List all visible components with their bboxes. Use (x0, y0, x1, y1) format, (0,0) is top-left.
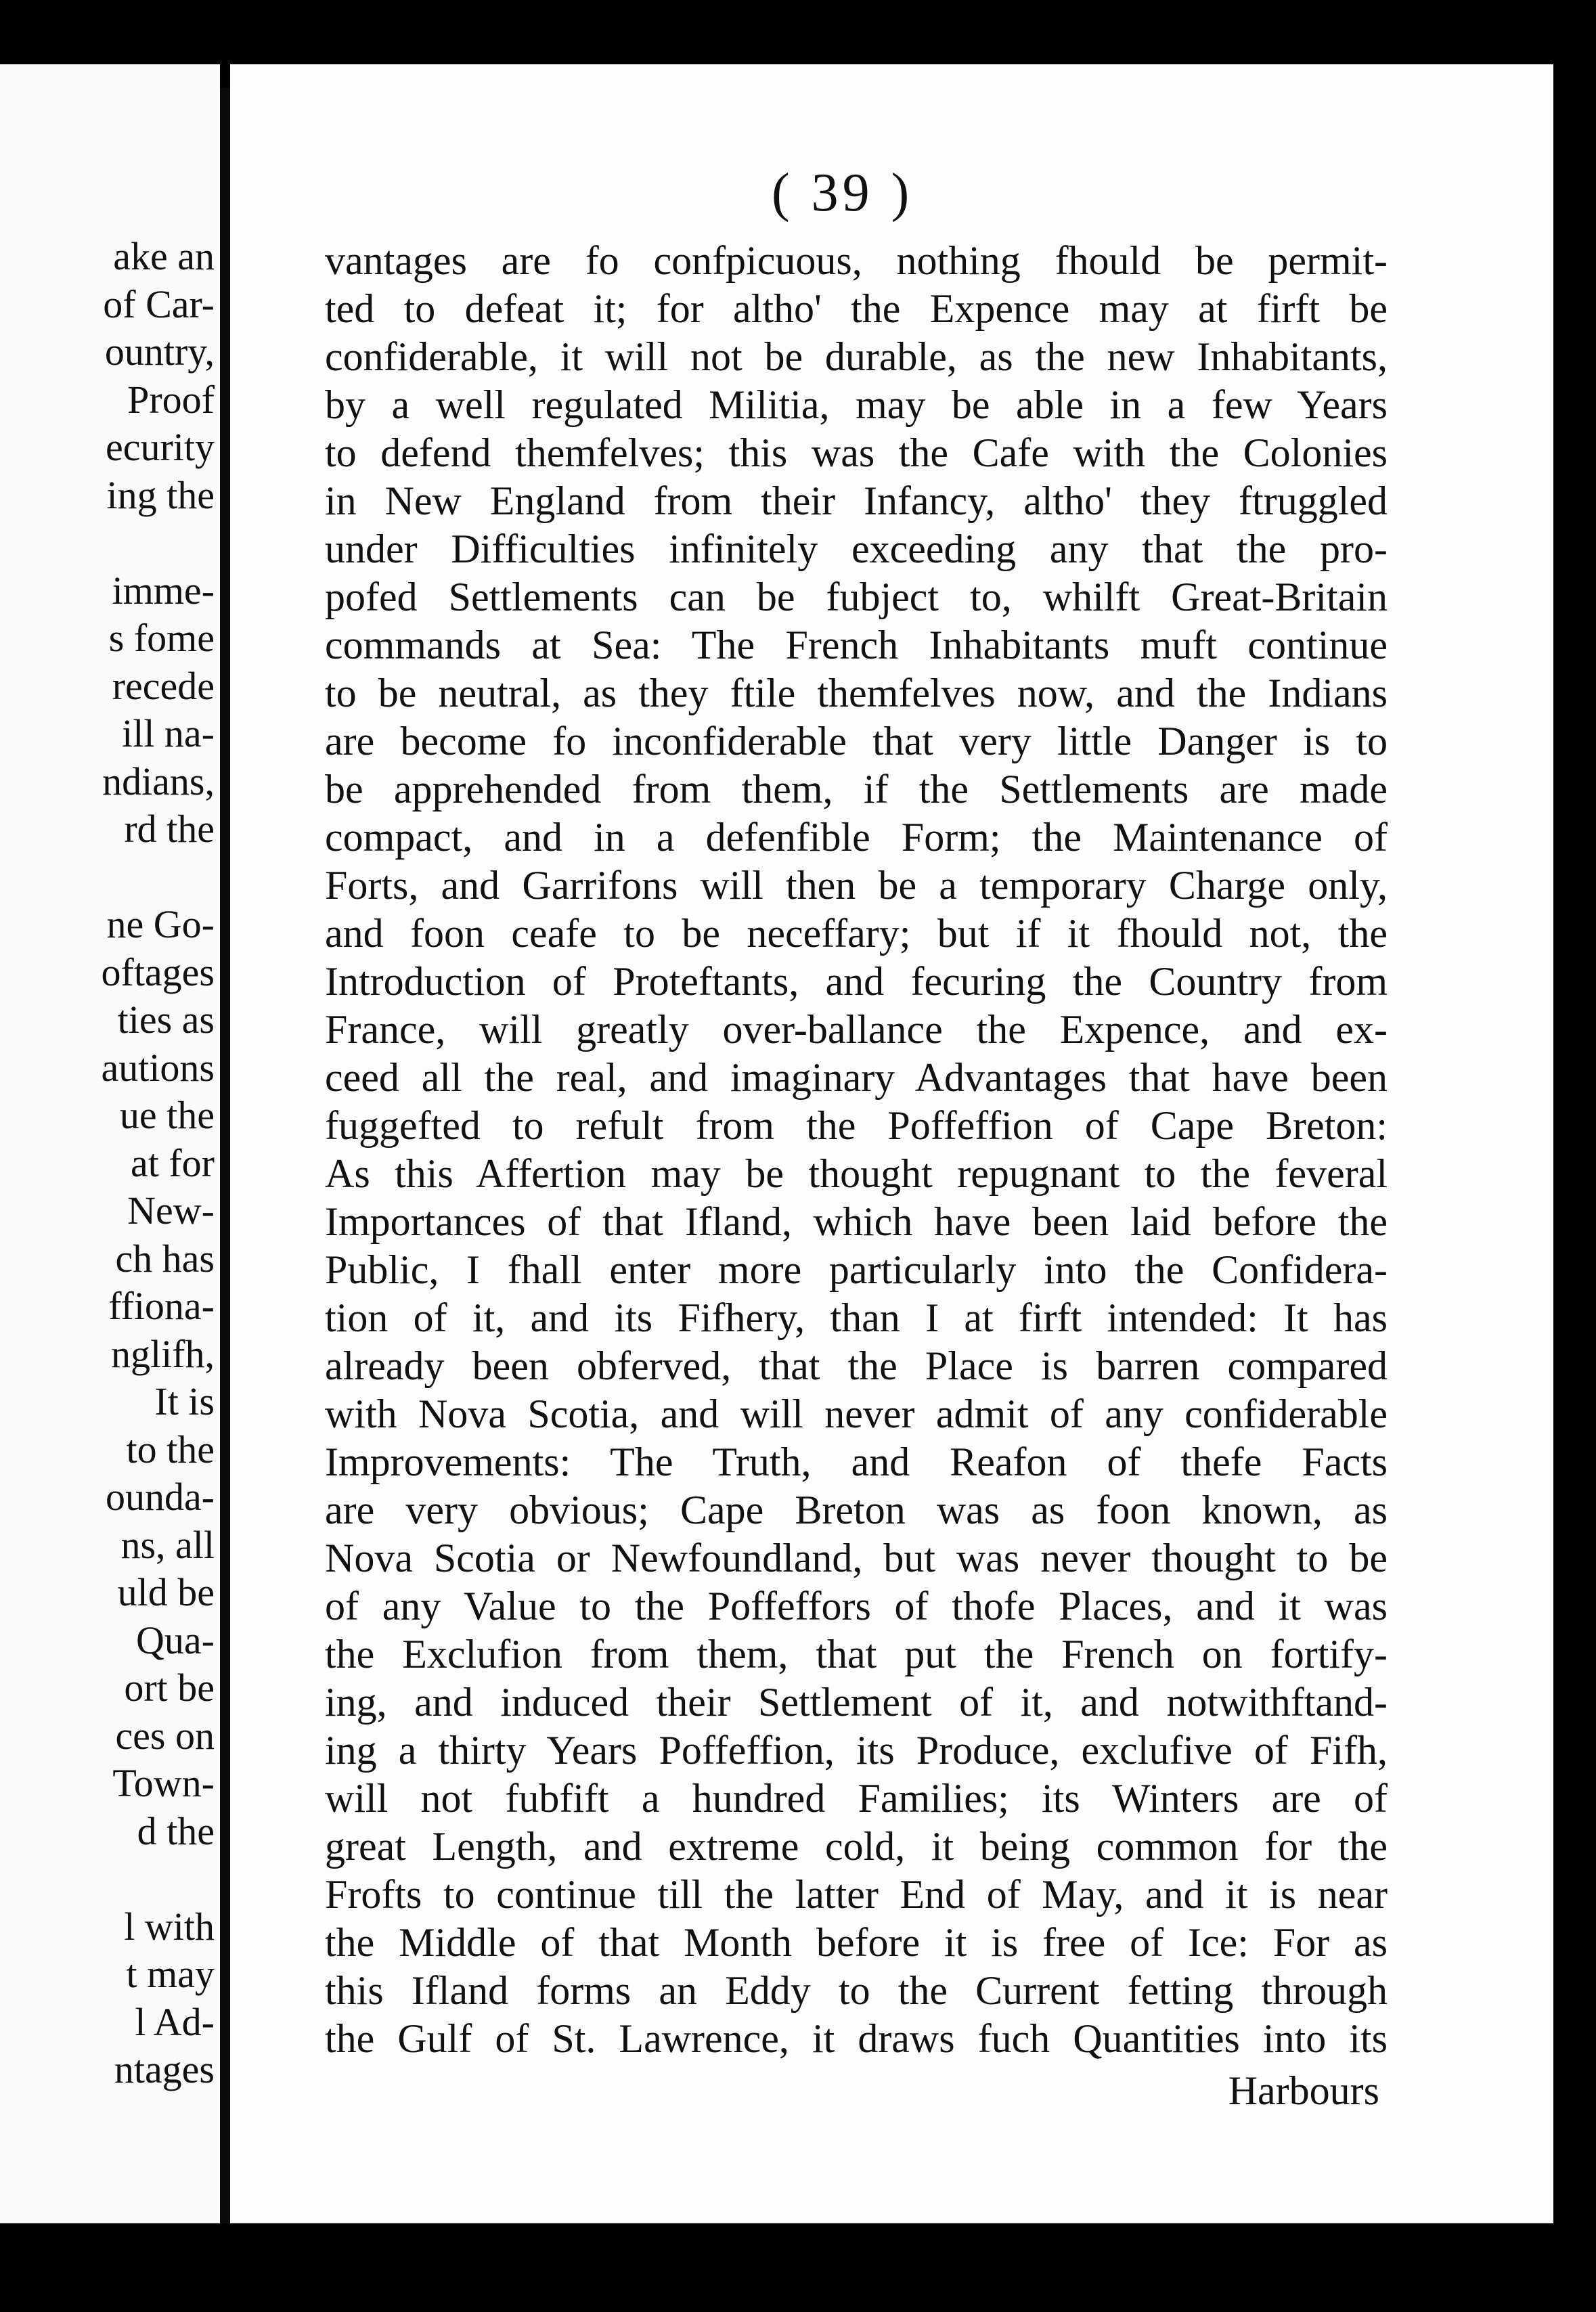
text-line: Improvements: The Truth, and Reafon of thefe Facts (325, 1440, 1388, 1484)
left-page-line: oftages (101, 950, 215, 994)
text-line: Nova Scotia or Newfoundland, but was never thought to be (325, 1536, 1388, 1580)
text-line: in New England from their Infancy, altho' they ftruggled (325, 479, 1388, 523)
page-number: ( 39 ) (772, 163, 914, 223)
left-page-line: of Car- (103, 282, 215, 326)
left-page-line: ns, all (120, 1522, 215, 1567)
left-facing-page (0, 64, 220, 2223)
text-line: are become fo inconfiderable that very little Danger is to (325, 719, 1388, 763)
left-page-line: ill na- (122, 711, 215, 755)
left-page-line: ing the (106, 472, 215, 517)
left-page-line: at for (131, 1140, 215, 1185)
left-page-line: ces on (115, 1713, 215, 1758)
text-line: commands at Sea: The French Inhabitants muft continue (325, 623, 1388, 667)
text-line: of any Value to the Poffeffors of thofe Places, and it was (325, 1584, 1388, 1628)
text-line: be apprehended from them, if the Settlements are made (325, 767, 1388, 812)
text-line: confiderable, it will not be durable, as the new Inhabitants, (325, 334, 1388, 379)
text-line: ted to defeat it; for altho' the Expence may at firft be (325, 286, 1388, 331)
text-line: with Nova Scotia, and will never admit of any confiderable (325, 1392, 1388, 1436)
text-line: the Gulf of St. Lawrence, it draws fuch Quantities into its (325, 2016, 1388, 2061)
text-line: ing a thirty Years Poffeffion, its Produce, exclufive of Fifh, (325, 1728, 1388, 1773)
text-line: the Middle of that Month before it is free of Ice: For as (325, 1920, 1388, 1965)
left-page-line: imme- (112, 568, 215, 613)
left-page-line: ounda- (105, 1475, 215, 1519)
text-line: by a well regulated Militia, may be able in a few Years (325, 382, 1388, 427)
left-page-line: nglifh, (110, 1331, 215, 1376)
left-page-line: ch has (115, 1236, 215, 1281)
text-line: France, will greatly over-ballance the Expence, and ex- (325, 1007, 1388, 1052)
text-line: are very obvious; Cape Breton was as foon known, as (325, 1488, 1388, 1532)
left-page-line: ne Go- (106, 902, 215, 946)
text-line: fuggefted to refult from the Poffeffion of Cape Breton: (325, 1103, 1388, 1148)
left-page-line: recede (112, 663, 215, 708)
text-line: to defend themfelves; this was the Cafe with the Colonies (325, 430, 1388, 475)
text-line: this Ifland forms an Eddy to the Current fetting through (325, 1968, 1388, 2013)
text-line: tion of it, and its Fifhery, than I at firft intended: It has (325, 1295, 1388, 1340)
text-line: Public, I fhall enter more particularly into the Confidera- (325, 1247, 1388, 1292)
left-page-line: New- (127, 1188, 215, 1232)
left-page-line: Town- (112, 1761, 215, 1805)
text-line: As this Affertion may be thought repugnant to the feveral (325, 1151, 1388, 1196)
left-page-line: ue the (119, 1093, 215, 1137)
text-line: vantages are fo confpicuous, nothing fhould be permit- (325, 238, 1388, 283)
left-page-line: ountry, (104, 330, 215, 374)
left-page-line: d the (137, 1808, 215, 1853)
text-line: and foon ceafe to be neceffary; but if it fhould not, the (325, 911, 1388, 956)
text-line: compact, and in a defenfible Form; the Maintenance of (325, 815, 1388, 860)
left-page-line: autions (101, 1045, 215, 1090)
text-line: ing, and induced their Settlement of it, and notwithftand- (325, 1680, 1388, 1725)
left-page-line: t may (126, 1952, 215, 1996)
left-page-line: ffiona- (108, 1284, 215, 1328)
left-page-line: ecurity (105, 425, 215, 469)
left-page-line: ort be (124, 1666, 215, 1710)
text-line: ceed all the real, and imaginary Advantages that have been (325, 1055, 1388, 1100)
left-page-line: to the (126, 1427, 215, 1471)
left-page-line: ties as (117, 998, 215, 1042)
text-line: Importances of that Ifland, which have been laid before the (325, 1199, 1388, 1244)
text-line: Frofts to continue till the latter End of May, and it is near (325, 1872, 1388, 1917)
left-page-line: ake an (113, 234, 215, 278)
left-page-line: ndians, (102, 759, 215, 803)
text-line: already been obferved, that the Place is barren compared (325, 1343, 1388, 1388)
left-page-line: Proof (127, 377, 215, 422)
left-page-line: It is (154, 1379, 215, 1423)
text-line: under Difficulties infinitely exceeding any that the pro- (325, 527, 1388, 571)
left-page-line: l with (124, 1904, 215, 1949)
left-page-line: s fome (108, 616, 215, 660)
text-line: the Exclufion from them, that put the French on fortify- (325, 1632, 1388, 1676)
left-page-line: uld be (117, 1570, 215, 1614)
left-page-line: l Ad- (135, 1999, 215, 2044)
text-line: Forts, and Garrifons will then be a temporary Charge only, (325, 863, 1388, 908)
text-line: great Length, and extreme cold, it being common for the (325, 1824, 1388, 1869)
text-line: to be neutral, as they ftile themfelves now, and the Indians (325, 671, 1388, 715)
text-line: pofed Settlements can be fubject to, whilft Great-Britain (325, 575, 1388, 619)
text-line: will not fubfift a hundred Families; its Winters are of (325, 1776, 1388, 1821)
text-line: Introduction of Proteftants, and fecuring the Country from (325, 959, 1388, 1004)
left-page-line: rd the (124, 807, 215, 851)
catchword: Harbours (1228, 2068, 1379, 2113)
left-page-line: ntages (114, 2047, 215, 2091)
bottom-edge (0, 2223, 1596, 2312)
left-page-line: Qua- (136, 1618, 215, 1662)
